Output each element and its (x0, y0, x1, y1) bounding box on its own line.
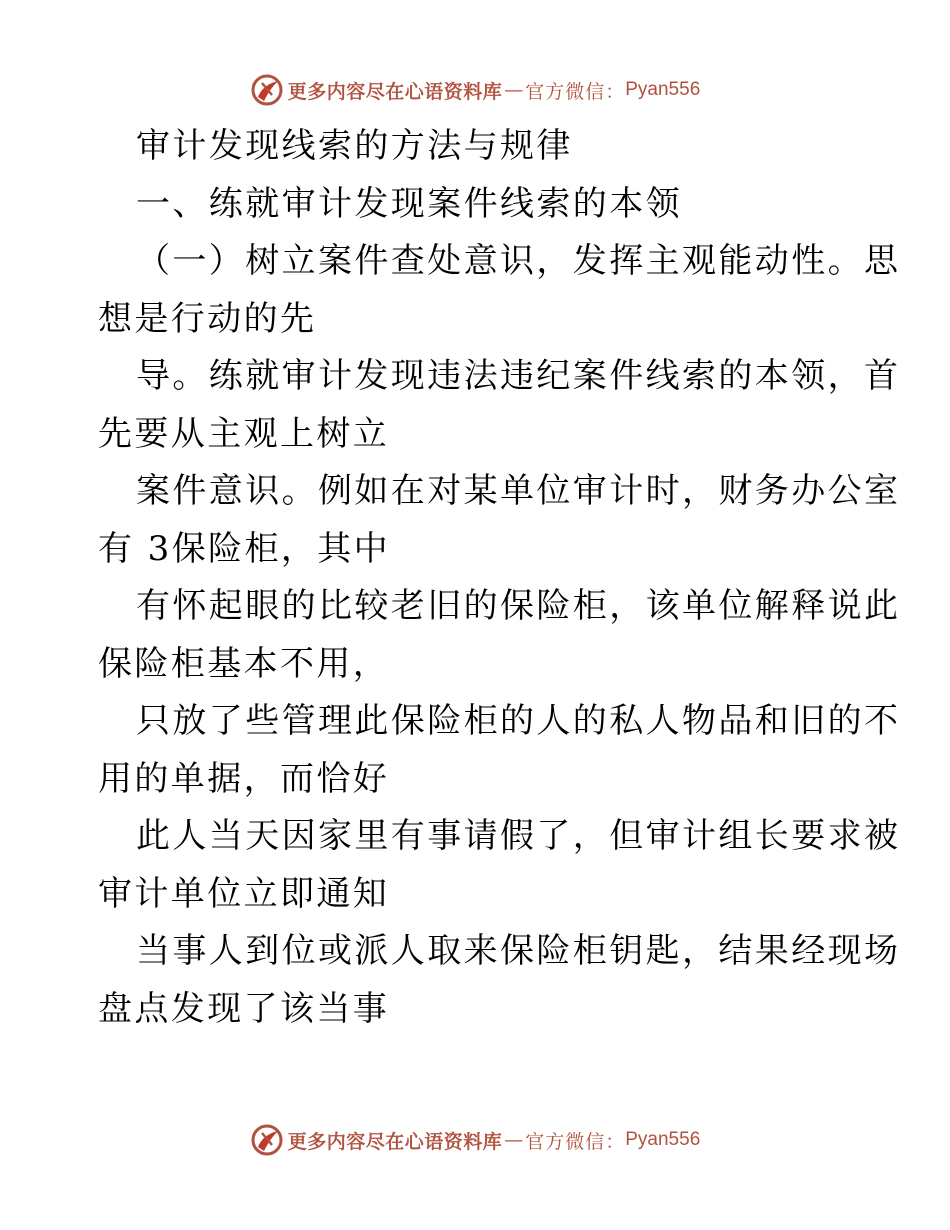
banner-brand-text: 更多内容尽在心语资料库 (287, 1130, 503, 1153)
text-line: 盘点发现了该当事 (98, 988, 390, 1029)
text-line: 一、练就审计发现案件线索的本领 (136, 183, 682, 224)
footer-banner (0, 1120, 950, 1160)
text-line: 此人当天因家里有事请假了，但审计组长要求被 (136, 816, 901, 856)
text-line: （一）树立案件查处意识，发挥主观能动性。思 (136, 241, 901, 281)
banner-brand-text: 更多内容尽在心语资料库 (287, 80, 503, 103)
text-line: 当事人到位或派人取来保险柜钥匙，结果经现场 (136, 931, 901, 971)
document-body (98, 118, 901, 1038)
text-line: 先要从主观上树立 (98, 413, 390, 454)
banner-wechat-label: 官方微信： (525, 1130, 626, 1153)
text-line: 想是行动的先 (98, 298, 317, 339)
header-banner (0, 70, 950, 110)
text-line: 导。练就审计发现违法违纪案件线索的本领，首 (136, 356, 901, 396)
banner-wechat-label: 官方微信： (525, 80, 626, 103)
banner-wechat-id: Pyan556 (625, 1129, 701, 1150)
red-ribbon-logo-icon (250, 1123, 284, 1157)
text-line: 有怀起眼的比较老旧的保险柜，该单位解释说此 (136, 586, 901, 626)
text-line: 审计单位立即通知 (98, 873, 390, 914)
text-line: 保险柜基本不用， (98, 643, 390, 684)
banner-wechat-id: Pyan556 (625, 79, 701, 100)
banner-dash: — (504, 79, 524, 101)
red-ribbon-logo-icon (250, 73, 284, 107)
text-line: 用的单据，而恰好 (98, 758, 390, 799)
text-line: 案件意识。例如在对某单位审计时，财务办公室 (136, 471, 901, 511)
text-line: 审计发现线索的方法与规律 (136, 126, 573, 166)
banner-dash: — (504, 1129, 524, 1151)
text-line: 有 3保险柜，其中 (98, 528, 391, 569)
text-line: 只放了些管理此保险柜的人的私人物品和旧的不 (136, 701, 901, 741)
